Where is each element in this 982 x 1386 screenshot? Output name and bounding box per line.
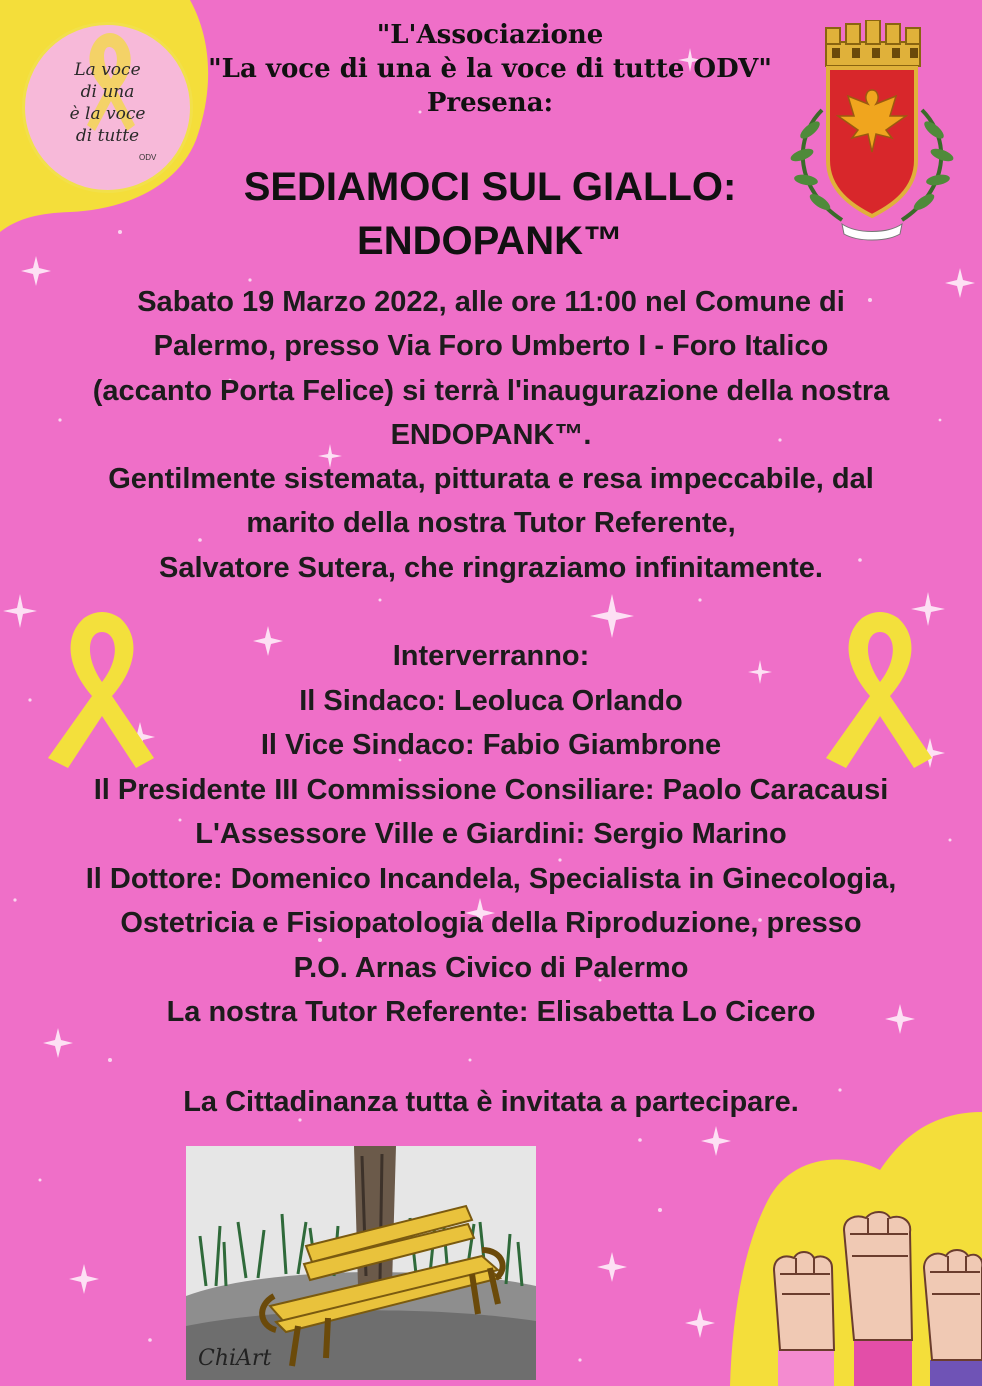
speaker-line: Il Vice Sindaco: Fabio Giambrone	[260, 729, 722, 761]
speaker-line: Il Presidente III Commissione Consiliare: Paolo Caracausi	[93, 773, 889, 806]
speaker-line: La nostra Tutor Referente: Elisabetta Lo Cicero	[166, 996, 816, 1028]
header	[190, 18, 790, 120]
bench-drawing	[186, 1146, 536, 1380]
logo-line: di tutte	[75, 126, 140, 146]
speaker-line: Il Sindaco: Leoluca Orlando	[299, 684, 683, 717]
artist-signature: ChiArt	[198, 1346, 272, 1371]
header-line: "L'Associazione	[376, 20, 604, 50]
speakers	[0, 634, 982, 1035]
speaker-line: P.O. Arnas Civico di Palermo	[293, 951, 689, 984]
speaker-line: L'Assessore Ville e Giardini: Sergio Marino	[195, 818, 787, 850]
logo-odv: ODV	[139, 153, 157, 162]
event-title	[150, 160, 830, 268]
logo-text	[25, 59, 190, 147]
announcement-line: marito della nostra Tutor Referente,	[246, 507, 736, 540]
speakers-heading: Interverranno:	[392, 640, 590, 672]
announcement	[0, 280, 982, 590]
announcement-line: Salvatore Sutera, che ringraziamo infinitamente.	[159, 551, 823, 584]
announcement-line: Sabato 19 Marzo 2022, alle ore 11:00 nel Comune di	[137, 286, 845, 318]
logo-line: è la voce	[69, 104, 146, 124]
announcement-line: (accanto Porta Felice) si terrà l'inaugurazione della nostra	[92, 374, 890, 407]
title-line: ENDOPANK™	[357, 219, 623, 263]
title-line: SEDIAMOCI SUL GIALLO:	[243, 165, 737, 209]
invitation: La Cittadinanza tutta è invitata a partecipare.	[183, 1086, 799, 1118]
logo-line: di una	[80, 82, 135, 102]
announcement-line: ENDOPANK™.	[390, 418, 592, 451]
announcement-line: Gentilmente sistemata, pitturata e resa impeccabile, dal	[108, 463, 874, 496]
speaker-line: Ostetricia e Fisiopatologia della Riproduzione, presso	[120, 907, 862, 939]
logo-line: La voce	[74, 60, 141, 80]
header-line: Presena:	[426, 88, 554, 118]
raised-fists-icon	[760, 1210, 982, 1386]
bench-illustration	[186, 1146, 536, 1380]
speaker-line: Il Dottore: Domenico Incandela, Specialista in Ginecologia,	[85, 862, 897, 895]
header-line: "La voce di una è la voce di tutte ODV"	[208, 54, 772, 84]
announcement-line: Palermo, presso Via Foro Umberto I - Foro Italico	[153, 330, 829, 363]
